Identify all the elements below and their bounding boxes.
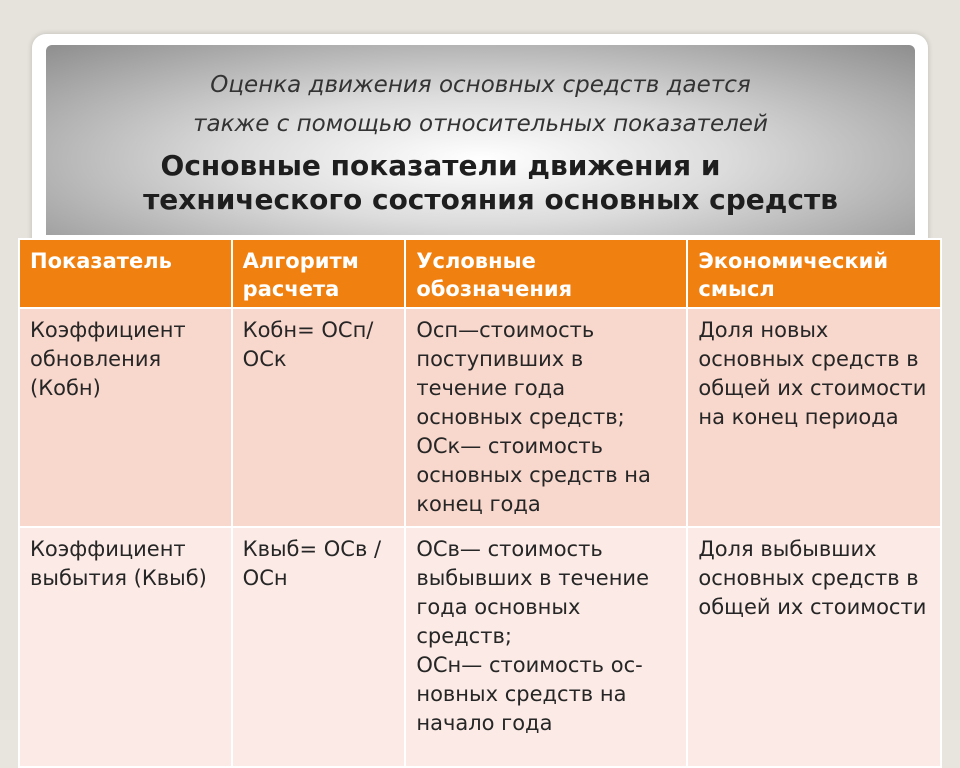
title-line-2: технического состояния основных средств	[143, 183, 838, 216]
cell-meaning: Доля новых основных средств в общей их стоимости на конец периода	[687, 308, 941, 527]
cell-indicator: Коэффициент выбытия (Квыб)	[19, 527, 232, 767]
cell-notation: ОСв— стоимость выбывших в течение года основных средств; ОСн— стоимость ос-новных средств на начало года	[405, 527, 687, 767]
subtitle-line-1: Оценка движения основных средств дается	[210, 72, 751, 98]
cell-notation: Осп—стоимость поступивших в течение года основных средств; ОСк— стоимость основных средств на конец года	[405, 308, 687, 527]
cell-formula: Кобн= ОСп/ ОСк	[232, 308, 406, 527]
column-header-notation: Условные обозначения	[405, 239, 687, 308]
column-header-meaning: Экономический смысл	[687, 239, 941, 308]
cell-formula: Квыб= ОСв / ОСн	[232, 527, 406, 767]
title-line-1: Основные показатели движения и	[160, 149, 721, 182]
subtitle-line-2: также с помощью относительных показателей	[193, 111, 768, 137]
table-row	[19, 527, 941, 767]
cell-indicator: Коэффициент обновления (Кобн)	[19, 308, 232, 527]
indicators-table	[18, 238, 942, 768]
table-header-row	[19, 239, 941, 308]
table-row	[19, 308, 941, 527]
column-header-indicator: Показатель	[19, 239, 232, 308]
column-header-formula: Алгоритм расчета	[232, 239, 406, 308]
cell-meaning: Доля выбывших основных средств в общей их стоимости	[687, 527, 941, 767]
